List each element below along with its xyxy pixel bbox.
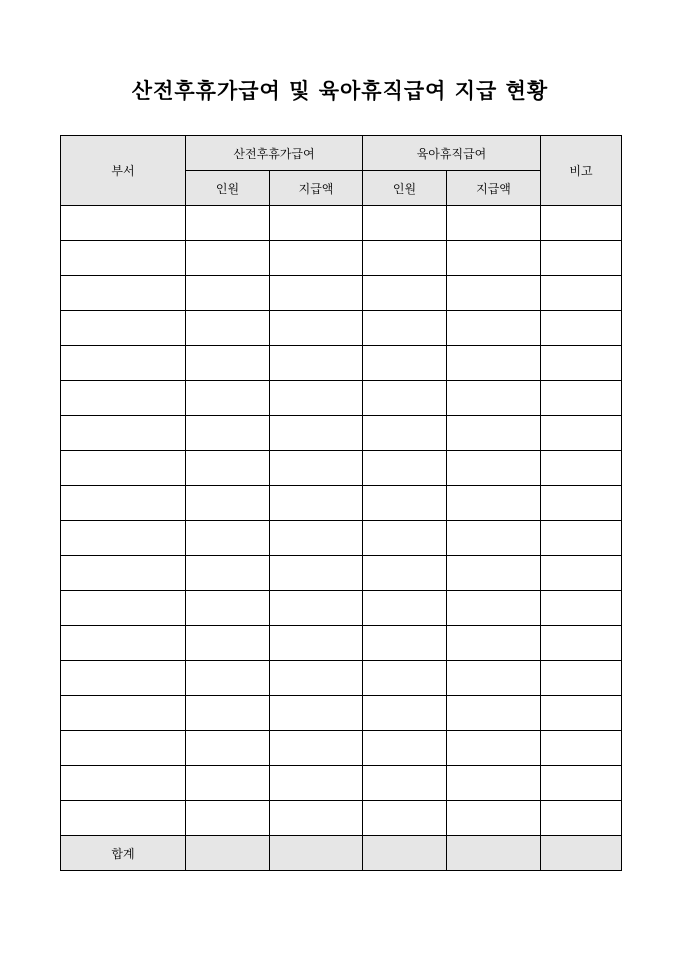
maternity-headcount-cell[interactable]: [186, 241, 270, 276]
table-row: [61, 661, 622, 696]
parental-amount-cell[interactable]: [447, 556, 541, 591]
maternity-amount-cell[interactable]: [270, 766, 363, 801]
maternity-headcount-cell[interactable]: [186, 346, 270, 381]
parental-headcount-cell[interactable]: [363, 556, 447, 591]
remarks-cell[interactable]: [541, 801, 622, 836]
department-cell[interactable]: [61, 416, 186, 451]
department-cell[interactable]: [61, 766, 186, 801]
table-row: [61, 731, 622, 766]
maternity-headcount-cell[interactable]: [186, 556, 270, 591]
maternity-amount-cell[interactable]: [270, 241, 363, 276]
parental-amount-cell[interactable]: [447, 731, 541, 766]
table-row: [61, 346, 622, 381]
department-cell[interactable]: [61, 521, 186, 556]
remarks-cell[interactable]: [541, 381, 622, 416]
total-parental-amount[interactable]: [447, 836, 541, 871]
table-row: [61, 696, 622, 731]
parental-amount-cell[interactable]: [447, 696, 541, 731]
parental-headcount-cell[interactable]: [363, 241, 447, 276]
parental-headcount-cell[interactable]: [363, 276, 447, 311]
remarks-cell[interactable]: [541, 626, 622, 661]
parental-headcount-cell[interactable]: [363, 311, 447, 346]
parental-headcount-cell[interactable]: [363, 451, 447, 486]
total-parental-headcount[interactable]: [363, 836, 447, 871]
header-department: 부서: [61, 136, 186, 206]
department-cell[interactable]: [61, 311, 186, 346]
parental-amount-cell[interactable]: [447, 206, 541, 241]
maternity-amount-cell[interactable]: [270, 626, 363, 661]
department-cell[interactable]: [61, 206, 186, 241]
parental-amount-cell[interactable]: [447, 241, 541, 276]
table-row: [61, 556, 622, 591]
table-row: [61, 381, 622, 416]
maternity-amount-cell[interactable]: [270, 311, 363, 346]
parental-amount-cell[interactable]: [447, 451, 541, 486]
remarks-cell[interactable]: [541, 696, 622, 731]
header-maternity-headcount: 인원: [186, 171, 270, 206]
header-remarks: 비고: [541, 136, 622, 206]
department-cell[interactable]: [61, 241, 186, 276]
remarks-cell[interactable]: [541, 766, 622, 801]
parental-headcount-cell[interactable]: [363, 661, 447, 696]
payment-status-table: [60, 135, 622, 871]
maternity-headcount-cell[interactable]: [186, 661, 270, 696]
maternity-amount-cell[interactable]: [270, 346, 363, 381]
parental-headcount-cell[interactable]: [363, 766, 447, 801]
remarks-cell[interactable]: [541, 416, 622, 451]
maternity-headcount-cell[interactable]: [186, 521, 270, 556]
table-row: [61, 241, 622, 276]
parental-amount-cell[interactable]: [447, 661, 541, 696]
header-parental-amount: 지급액: [447, 171, 541, 206]
department-cell[interactable]: [61, 276, 186, 311]
department-cell[interactable]: [61, 626, 186, 661]
maternity-headcount-cell[interactable]: [186, 206, 270, 241]
header-parental-leave: 육아휴직급여: [363, 136, 541, 171]
total-label: 합계: [61, 836, 186, 871]
table-row: [61, 801, 622, 836]
maternity-amount-cell[interactable]: [270, 731, 363, 766]
maternity-amount-cell[interactable]: [270, 276, 363, 311]
remarks-cell[interactable]: [541, 521, 622, 556]
maternity-headcount-cell[interactable]: [186, 801, 270, 836]
parental-amount-cell[interactable]: [447, 276, 541, 311]
table-row: [61, 626, 622, 661]
parental-headcount-cell[interactable]: [363, 591, 447, 626]
parental-headcount-cell[interactable]: [363, 206, 447, 241]
maternity-headcount-cell[interactable]: [186, 731, 270, 766]
maternity-amount-cell[interactable]: [270, 521, 363, 556]
parental-headcount-cell[interactable]: [363, 486, 447, 521]
table-row: [61, 521, 622, 556]
maternity-amount-cell[interactable]: [270, 556, 363, 591]
table-row: [61, 311, 622, 346]
maternity-amount-cell[interactable]: [270, 381, 363, 416]
table-body: [61, 206, 622, 836]
total-maternity-headcount[interactable]: [186, 836, 270, 871]
table-row: [61, 591, 622, 626]
parental-amount-cell[interactable]: [447, 416, 541, 451]
remarks-cell[interactable]: [541, 311, 622, 346]
maternity-amount-cell[interactable]: [270, 486, 363, 521]
remarks-cell[interactable]: [541, 241, 622, 276]
parental-amount-cell[interactable]: [447, 486, 541, 521]
maternity-headcount-cell[interactable]: [186, 416, 270, 451]
department-cell[interactable]: [61, 591, 186, 626]
department-cell[interactable]: [61, 731, 186, 766]
department-cell[interactable]: [61, 661, 186, 696]
department-cell[interactable]: [61, 696, 186, 731]
parental-amount-cell[interactable]: [447, 766, 541, 801]
maternity-headcount-cell[interactable]: [186, 626, 270, 661]
parental-amount-cell[interactable]: [447, 311, 541, 346]
maternity-headcount-cell[interactable]: [186, 381, 270, 416]
maternity-amount-cell[interactable]: [270, 696, 363, 731]
department-cell[interactable]: [61, 801, 186, 836]
maternity-amount-cell[interactable]: [270, 591, 363, 626]
parental-amount-cell[interactable]: [447, 626, 541, 661]
parental-amount-cell[interactable]: [447, 521, 541, 556]
remarks-cell[interactable]: [541, 661, 622, 696]
header-maternity-amount: 지급액: [270, 171, 363, 206]
department-cell[interactable]: [61, 346, 186, 381]
parental-headcount-cell[interactable]: [363, 696, 447, 731]
table-row: [61, 451, 622, 486]
parental-amount-cell[interactable]: [447, 381, 541, 416]
maternity-amount-cell[interactable]: [270, 661, 363, 696]
header-maternity-leave: 산전후휴가급여: [186, 136, 363, 171]
remarks-cell[interactable]: [541, 556, 622, 591]
total-maternity-amount[interactable]: [270, 836, 363, 871]
header-parental-headcount: 인원: [363, 171, 447, 206]
maternity-headcount-cell[interactable]: [186, 451, 270, 486]
table-row: [61, 486, 622, 521]
maternity-headcount-cell[interactable]: [186, 311, 270, 346]
department-cell[interactable]: [61, 381, 186, 416]
table-row: [61, 416, 622, 451]
maternity-headcount-cell[interactable]: [186, 696, 270, 731]
remarks-cell[interactable]: [541, 731, 622, 766]
table-row: [61, 766, 622, 801]
department-cell[interactable]: [61, 486, 186, 521]
table-row: [61, 276, 622, 311]
document-title: 산전후휴가급여 및 육아휴직급여 지급 현황: [131, 78, 549, 103]
maternity-amount-cell[interactable]: [270, 801, 363, 836]
parental-amount-cell[interactable]: [447, 801, 541, 836]
parental-amount-cell[interactable]: [447, 346, 541, 381]
maternity-amount-cell[interactable]: [270, 416, 363, 451]
total-row: [61, 836, 622, 871]
parental-headcount-cell[interactable]: [363, 731, 447, 766]
department-cell[interactable]: [61, 451, 186, 486]
remarks-cell[interactable]: [541, 451, 622, 486]
parental-headcount-cell[interactable]: [363, 381, 447, 416]
maternity-headcount-cell[interactable]: [186, 591, 270, 626]
parental-headcount-cell[interactable]: [363, 626, 447, 661]
parental-headcount-cell[interactable]: [363, 416, 447, 451]
total-remarks[interactable]: [541, 836, 622, 871]
remarks-cell[interactable]: [541, 346, 622, 381]
maternity-headcount-cell[interactable]: [186, 276, 270, 311]
remarks-cell[interactable]: [541, 206, 622, 241]
maternity-headcount-cell[interactable]: [186, 766, 270, 801]
parental-headcount-cell[interactable]: [363, 346, 447, 381]
maternity-headcount-cell[interactable]: [186, 486, 270, 521]
remarks-cell[interactable]: [541, 276, 622, 311]
parental-amount-cell[interactable]: [447, 591, 541, 626]
table-row: [61, 206, 622, 241]
department-cell[interactable]: [61, 556, 186, 591]
parental-headcount-cell[interactable]: [363, 801, 447, 836]
maternity-amount-cell[interactable]: [270, 451, 363, 486]
remarks-cell[interactable]: [541, 486, 622, 521]
maternity-amount-cell[interactable]: [270, 206, 363, 241]
parental-headcount-cell[interactable]: [363, 521, 447, 556]
remarks-cell[interactable]: [541, 591, 622, 626]
